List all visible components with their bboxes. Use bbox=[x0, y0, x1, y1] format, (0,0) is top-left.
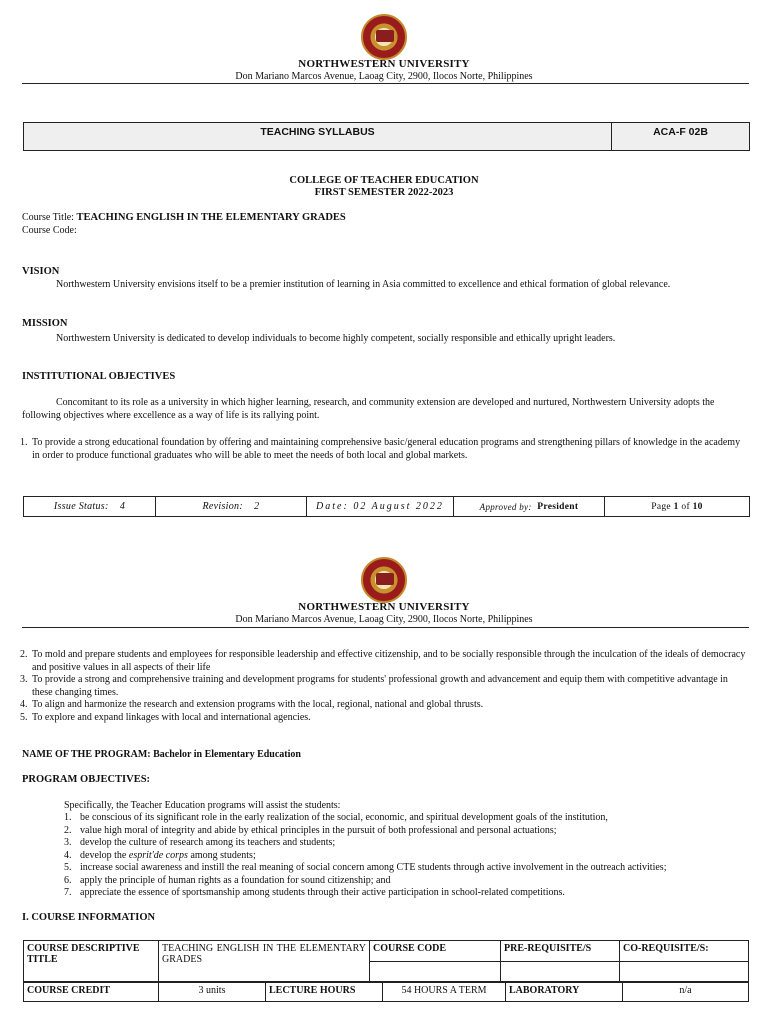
prerequisite-header: PRE-REQUISITE/S bbox=[501, 941, 620, 962]
course-information-heading: I. COURSE INFORMATION bbox=[22, 912, 156, 923]
course-code-header: COURSE CODE bbox=[370, 941, 501, 962]
program-objective-1: 1. be conscious of its significant role in the early realization of the social, economic, and spiritual development goals of the institution, bbox=[64, 812, 608, 823]
institutional-intro: Concomitant to its role as a university in which higher learning, research, and community extension are developed and nurtured, Northwestern University adopts the following objectives where excellence as a way of life is its rallying point. bbox=[22, 397, 715, 421]
university-seal-icon bbox=[361, 557, 407, 603]
laboratory-value: n/a bbox=[623, 983, 749, 1002]
vision-text: Northwestern University envisions itself to be a premier institution of learning in Asia committed to excellence and ethical formation of global relevance. bbox=[56, 279, 671, 290]
syllabus-box bbox=[23, 122, 750, 151]
corequisite-cell bbox=[620, 962, 749, 982]
university-address: Don Mariano Marcos Avenue, Laoag City, 2900, Ilocos Norte, Philippines bbox=[235, 71, 533, 82]
university-address-p2: Don Mariano Marcos Avenue, Laoag City, 2900, Ilocos Norte, Philippines bbox=[235, 614, 533, 625]
header-rule-p2 bbox=[22, 627, 749, 628]
laboratory-label: LABORATORY bbox=[506, 983, 623, 1002]
semester: FIRST SEMESTER 2022-2023 bbox=[314, 187, 454, 198]
desc-title-label: COURSE DESCRIPTIVE TITLE bbox=[24, 941, 159, 982]
issue-status: Issue Status: 4 bbox=[24, 497, 156, 516]
vision-heading: VISION bbox=[22, 266, 60, 277]
issue-date: Date: 02 August 2022 bbox=[307, 497, 454, 516]
college-name: COLLEGE OF TEACHER EDUCATION bbox=[289, 175, 479, 186]
course-code-label: Course Code: bbox=[22, 225, 77, 236]
program-objectives-intro: Specifically, the Teacher Education programs will assist the students: bbox=[64, 800, 341, 811]
course-title-line bbox=[22, 212, 346, 225]
document-footer bbox=[23, 496, 750, 517]
institutional-objectives-cont bbox=[22, 649, 749, 724]
course-code-cell bbox=[370, 962, 501, 982]
course-information-table bbox=[23, 940, 749, 982]
program-objective-3: 3. develop the culture of research among its teachers and students; bbox=[64, 837, 336, 848]
course-title-value: TEACHING ENGLISH IN THE ELEMENTARY GRADES bbox=[76, 212, 346, 223]
university-name: NORTHWESTERN UNIVERSITY bbox=[298, 58, 470, 70]
institutional-objective-3: 3. To provide a strong and comprehensive training and development programs for students' professional growth and advancement and equip them with competitive advantage in these changing times. bbox=[20, 674, 728, 698]
program-objectives-list bbox=[64, 812, 754, 900]
course-title-label: Course Title: bbox=[22, 212, 74, 223]
program-objective-7: 7. appreciate the essence of sportsmanship among students through their active participation in school-related competitions. bbox=[64, 887, 565, 898]
institutional-objective-4: 4. To align and harmonize the research and extension programs with the local, regional, national and global thrusts. bbox=[20, 699, 484, 710]
institutional-objective-1: 1. To provide a strong educational foundation by offering and maintaining comprehensive basic/general education programs and strengthening pillars of knowledge in the academy in order to produce functional graduates who will be able to meet the needs of both local and global markets. bbox=[20, 437, 741, 461]
institutional-objective-5: 5. To explore and expand linkages with local and international agencies. bbox=[20, 711, 311, 723]
item-number: 1. bbox=[20, 437, 28, 448]
institutional-objectives-heading: INSTITUTIONAL OBJECTIVES bbox=[22, 371, 176, 382]
desc-title-value: TEACHING ENGLISH IN THE ELEMENTARY GRADES bbox=[159, 941, 370, 982]
page-number: Page 1 of 10 bbox=[651, 501, 703, 512]
mission-heading: MISSION bbox=[22, 318, 68, 329]
lecture-hours-value: 54 HOURS A TERM bbox=[383, 983, 506, 1002]
form-code: ACA-F 02B bbox=[653, 126, 708, 138]
program-objective-4: 4. develop the esprit'de corps among students; bbox=[64, 849, 256, 861]
program-objective-6: 6. apply the principle of human rights as a foundation for sound citizenship; and bbox=[64, 874, 391, 886]
revision: Revision: 2 bbox=[156, 497, 307, 516]
course-credit-value: 3 units bbox=[159, 983, 266, 1002]
institutional-objective-2: 2. To mold and prepare students and employees for responsible leadership and effective citizenship, and to be socially responsible through the inculcation of the ideals of democracy and positive values in all aspects of their life bbox=[20, 649, 746, 673]
approved-by: Approved by: President bbox=[454, 497, 605, 516]
header-rule bbox=[22, 83, 749, 84]
prerequisite-cell bbox=[501, 962, 620, 982]
program-objective-2: 2. value high moral of integrity and abide by ethical principles in the pursuit of both professional and personal actuations; bbox=[64, 824, 557, 836]
university-seal-icon bbox=[361, 14, 407, 60]
program-objectives-heading: PROGRAM OBJECTIVES: bbox=[22, 774, 151, 785]
syllabus-title: TEACHING SYLLABUS bbox=[24, 123, 612, 150]
program-name: NAME OF THE PROGRAM: Bachelor in Elementary Education bbox=[22, 749, 301, 760]
corequisite-header: CO-REQUISITE/S: bbox=[620, 941, 749, 962]
course-credit-table bbox=[23, 982, 749, 1002]
program-objective-5: 5. increase social awareness and instill the real meaning of social concern among CTE students through active involvement in the outreach activities; bbox=[64, 862, 667, 873]
mission-text: Northwestern University is dedicated to develop individuals to become highly competent, socially responsible and ethically upright leaders. bbox=[56, 333, 616, 344]
university-name-p2: NORTHWESTERN UNIVERSITY bbox=[298, 601, 470, 613]
course-credit-label: COURSE CREDIT bbox=[24, 983, 159, 1002]
lecture-hours-label: LECTURE HOURS bbox=[266, 983, 383, 1002]
